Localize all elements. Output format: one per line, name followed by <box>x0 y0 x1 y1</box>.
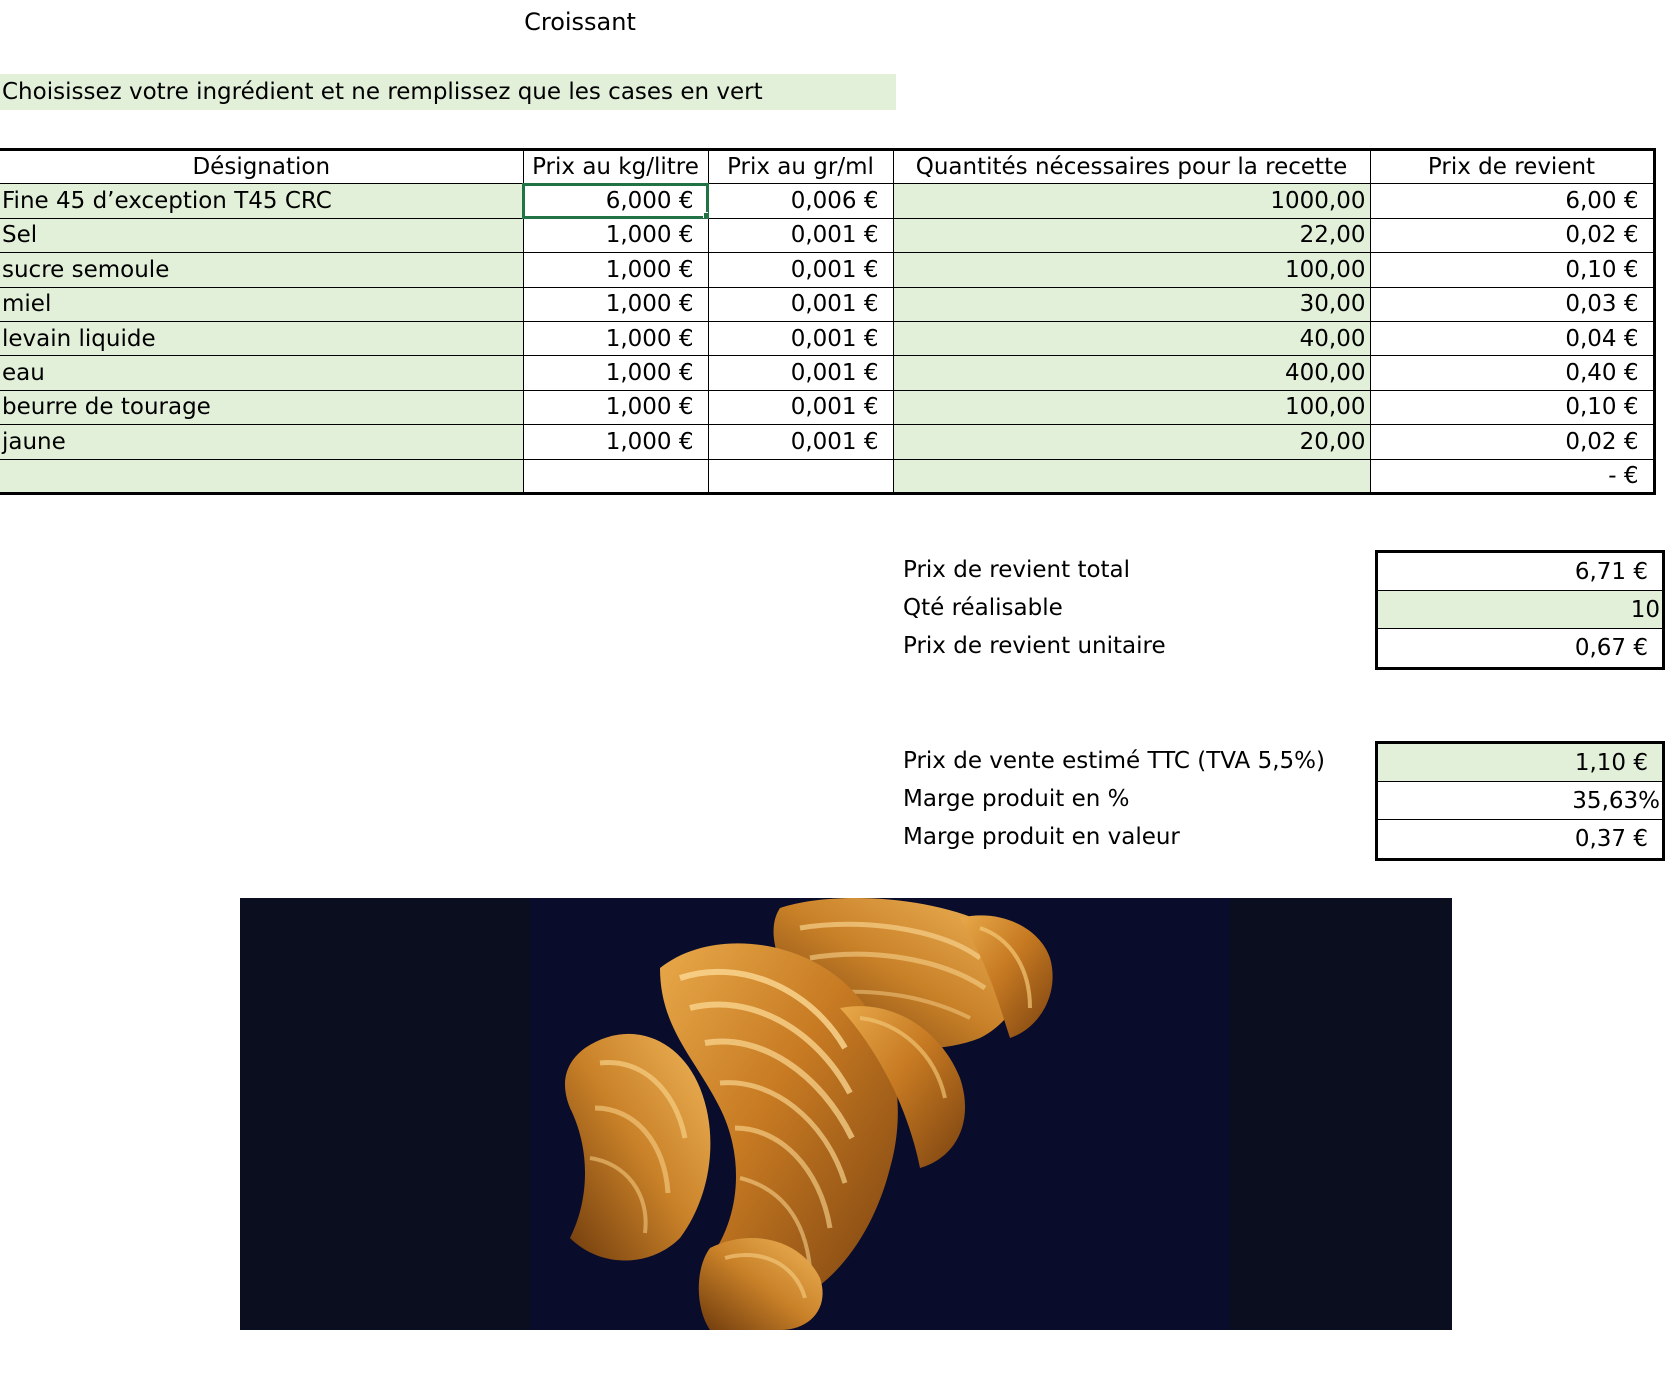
ingredients-table <box>0 148 1656 495</box>
ingredient-name-cell[interactable]: sucre semoule <box>0 253 523 287</box>
price-g-cell[interactable]: 0,001 € <box>708 425 893 459</box>
price-g-cell[interactable]: 0,001 € <box>708 356 893 390</box>
cost-summary-box <box>1375 550 1665 670</box>
quantity-cell[interactable]: 40,00 <box>893 321 1370 355</box>
cost-cell[interactable]: 0,04 € <box>1370 321 1654 355</box>
total-cost-label[interactable]: Prix de revient total <box>903 557 1131 583</box>
price-kg-cell[interactable]: 1,000 € <box>523 390 708 424</box>
price-g-cell[interactable] <box>708 459 893 493</box>
header-cost[interactable]: Prix de revient <box>1370 150 1654 184</box>
table-row <box>0 425 1654 459</box>
price-kg-cell[interactable]: 1,000 € <box>523 253 708 287</box>
table-row <box>0 218 1654 252</box>
price-kg-cell[interactable] <box>523 184 708 218</box>
cost-cell[interactable]: 0,03 € <box>1370 287 1654 321</box>
pricing-summary-box <box>1375 741 1665 861</box>
table-row <box>0 287 1654 321</box>
table-row <box>0 321 1654 355</box>
price-kg-cell[interactable]: 1,000 € <box>523 218 708 252</box>
cost-cell[interactable]: 0,40 € <box>1370 356 1654 390</box>
quantity-cell[interactable] <box>893 459 1370 493</box>
price-g-cell[interactable]: 0,001 € <box>708 287 893 321</box>
price-kg-cell[interactable]: 1,000 € <box>523 321 708 355</box>
ingredient-name-cell[interactable]: levain liquide <box>0 321 523 355</box>
unit-cost-label[interactable]: Prix de revient unitaire <box>903 633 1166 659</box>
quantity-cell[interactable]: 100,00 <box>893 253 1370 287</box>
cost-cell[interactable]: - € <box>1370 459 1654 493</box>
ingredient-name-cell[interactable]: jaune <box>0 425 523 459</box>
table-row <box>0 184 1654 218</box>
margin-value-value[interactable]: 0,37 € <box>1574 826 1648 852</box>
price-g-cell[interactable]: 0,001 € <box>708 390 893 424</box>
price-kg-cell[interactable]: 1,000 € <box>523 425 708 459</box>
price-g-cell[interactable]: 0,001 € <box>708 218 893 252</box>
ingredient-name-cell[interactable]: Sel <box>0 218 523 252</box>
margin-value-label[interactable]: Marge produit en valeur <box>903 824 1180 850</box>
sale-price-label[interactable]: Prix de vente estimé TTC (TVA 5,5%) <box>903 748 1325 774</box>
fill-handle[interactable] <box>703 212 709 219</box>
header-quantity[interactable]: Quantités nécessaires pour la recette <box>893 150 1370 184</box>
cost-cell[interactable]: 6,00 € <box>1370 184 1654 218</box>
header-price-kg[interactable]: Prix au kg/litre <box>523 150 708 184</box>
header-designation[interactable]: Désignation <box>0 150 523 184</box>
croissant-illustration <box>240 898 1452 1330</box>
price-kg-cell[interactable] <box>523 459 708 493</box>
quantity-value[interactable]: 10 <box>1378 591 1662 629</box>
price-kg-cell[interactable]: 1,000 € <box>523 287 708 321</box>
table-row <box>0 459 1654 493</box>
total-cost-value[interactable]: 6,71 € <box>1378 553 1662 591</box>
unit-cost-value[interactable]: 0,67 € <box>1574 635 1648 661</box>
header-price-g[interactable]: Prix au gr/ml <box>708 150 893 184</box>
quantity-label[interactable]: Qté réalisable <box>903 595 1063 621</box>
quantity-cell[interactable]: 1000,00 <box>893 184 1370 218</box>
quantity-cell[interactable]: 30,00 <box>893 287 1370 321</box>
cost-cell[interactable]: 0,02 € <box>1370 218 1654 252</box>
cost-cell[interactable]: 0,02 € <box>1370 425 1654 459</box>
ingredient-name-cell[interactable]: beurre de tourage <box>0 390 523 424</box>
price-g-cell[interactable]: 0,001 € <box>708 321 893 355</box>
quantity-cell[interactable]: 22,00 <box>893 218 1370 252</box>
price-g-cell[interactable]: 0,001 € <box>708 253 893 287</box>
ingredient-name-cell[interactable]: Fine 45 d’exception T45 CRC <box>0 184 523 218</box>
cost-cell[interactable]: 0,10 € <box>1370 253 1654 287</box>
margin-percent-label[interactable]: Marge produit en % <box>903 786 1130 812</box>
ingredient-name-cell[interactable]: eau <box>0 356 523 390</box>
price-kg-value: 6,000 € <box>605 188 694 215</box>
table-header-row <box>0 150 1654 184</box>
sheet-title[interactable]: Croissant <box>524 8 636 36</box>
price-g-cell[interactable]: 0,006 € <box>708 184 893 218</box>
cost-cell[interactable]: 0,10 € <box>1370 390 1654 424</box>
instruction-banner[interactable]: Choisissez votre ingrédient et ne remplissez que les cases en vert <box>0 74 896 110</box>
quantity-cell[interactable]: 100,00 <box>893 390 1370 424</box>
ingredient-name-cell[interactable] <box>0 459 523 493</box>
table-row <box>0 356 1654 390</box>
table-row <box>0 253 1654 287</box>
margin-percent-value[interactable]: 35,63% <box>1378 782 1662 820</box>
table-row <box>0 390 1654 424</box>
croissant-photo[interactable] <box>240 898 1452 1330</box>
price-kg-cell[interactable]: 1,000 € <box>523 356 708 390</box>
quantity-cell[interactable]: 20,00 <box>893 425 1370 459</box>
quantity-cell[interactable]: 400,00 <box>893 356 1370 390</box>
ingredient-name-cell[interactable]: miel <box>0 287 523 321</box>
sale-price-value[interactable]: 1,10 € <box>1378 744 1662 782</box>
